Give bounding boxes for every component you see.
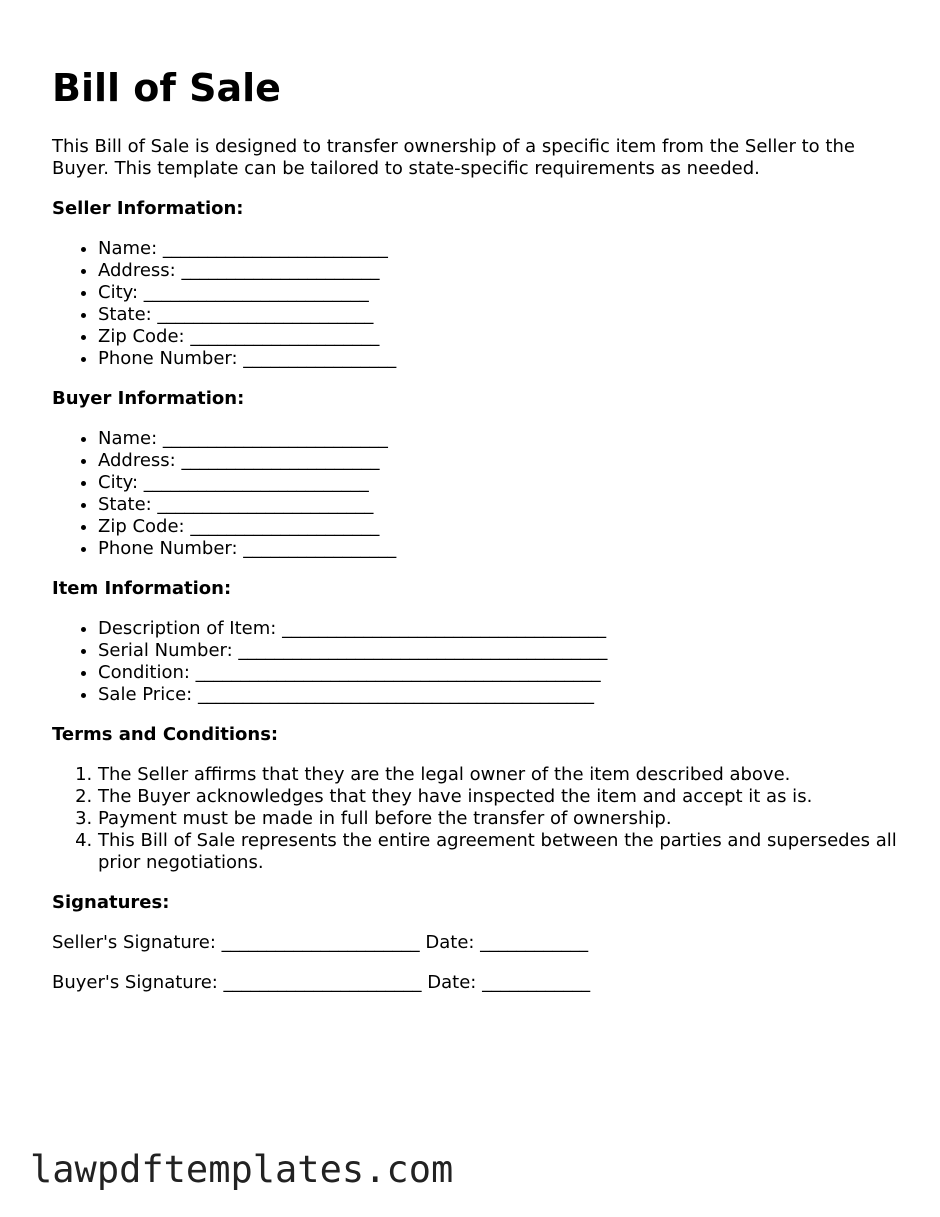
terms-heading: Terms and Conditions: bbox=[52, 724, 279, 745]
seller-name-field: • Name: _________________________ bbox=[98, 238, 902, 260]
buyer-signature-line: Buyer's Signature: ______________________ Date: ____________ bbox=[52, 972, 591, 993]
document-title: Bill of Sale bbox=[52, 66, 281, 110]
site-watermark: lawpdftemplates.com bbox=[30, 1148, 454, 1191]
terms-item: 3. Payment must be made in full before the transfer of ownership. bbox=[98, 808, 902, 830]
seller-state-field: • State: ________________________ bbox=[98, 304, 902, 326]
buyer-fields-list bbox=[52, 428, 902, 560]
document-page bbox=[52, 60, 902, 1012]
buyer-city-field: • City: _________________________ bbox=[98, 472, 902, 494]
seller-address-field: • Address: ______________________ bbox=[98, 260, 902, 282]
buyer-zip-field: • Zip Code: _____________________ bbox=[98, 516, 902, 538]
terms-list bbox=[52, 764, 902, 874]
seller-heading: Seller Information: bbox=[52, 198, 244, 219]
item-condition-field: • Condition: _____________________________________________ bbox=[98, 662, 902, 684]
buyer-name-field: • Name: _________________________ bbox=[98, 428, 902, 450]
seller-signature-line: Seller's Signature: ______________________ Date: ____________ bbox=[52, 932, 589, 953]
seller-phone-field: • Phone Number: _________________ bbox=[98, 348, 902, 370]
item-serial-field: • Serial Number: _________________________________________ bbox=[98, 640, 902, 662]
buyer-heading: Buyer Information: bbox=[52, 388, 245, 409]
buyer-state-field: • State: ________________________ bbox=[98, 494, 902, 516]
item-fields-list bbox=[52, 618, 902, 706]
signatures-heading: Signatures: bbox=[52, 892, 170, 913]
item-heading: Item Information: bbox=[52, 578, 232, 599]
buyer-phone-field: • Phone Number: _________________ bbox=[98, 538, 902, 560]
item-price-field: • Sale Price: ____________________________________________ bbox=[98, 684, 902, 706]
intro-paragraph: This Bill of Sale is designed to transfer ownership of a specific item from the Seller to the Buyer. This template can be tailored to state-specific requirements as needed. bbox=[52, 136, 855, 179]
seller-city-field: • City: _________________________ bbox=[98, 282, 902, 304]
terms-item: 4. This Bill of Sale represents the entire agreement between the parties and supersedes all prior negotiations. bbox=[98, 830, 902, 874]
terms-item: 2. The Buyer acknowledges that they have inspected the item and accept it as is. bbox=[98, 786, 902, 808]
item-description-field: • Description of Item: ____________________________________ bbox=[98, 618, 902, 640]
buyer-address-field: • Address: ______________________ bbox=[98, 450, 902, 472]
terms-item: 1. The Seller affirms that they are the legal owner of the item described above. bbox=[98, 764, 902, 786]
seller-zip-field: • Zip Code: _____________________ bbox=[98, 326, 902, 348]
seller-fields-list bbox=[52, 238, 902, 370]
